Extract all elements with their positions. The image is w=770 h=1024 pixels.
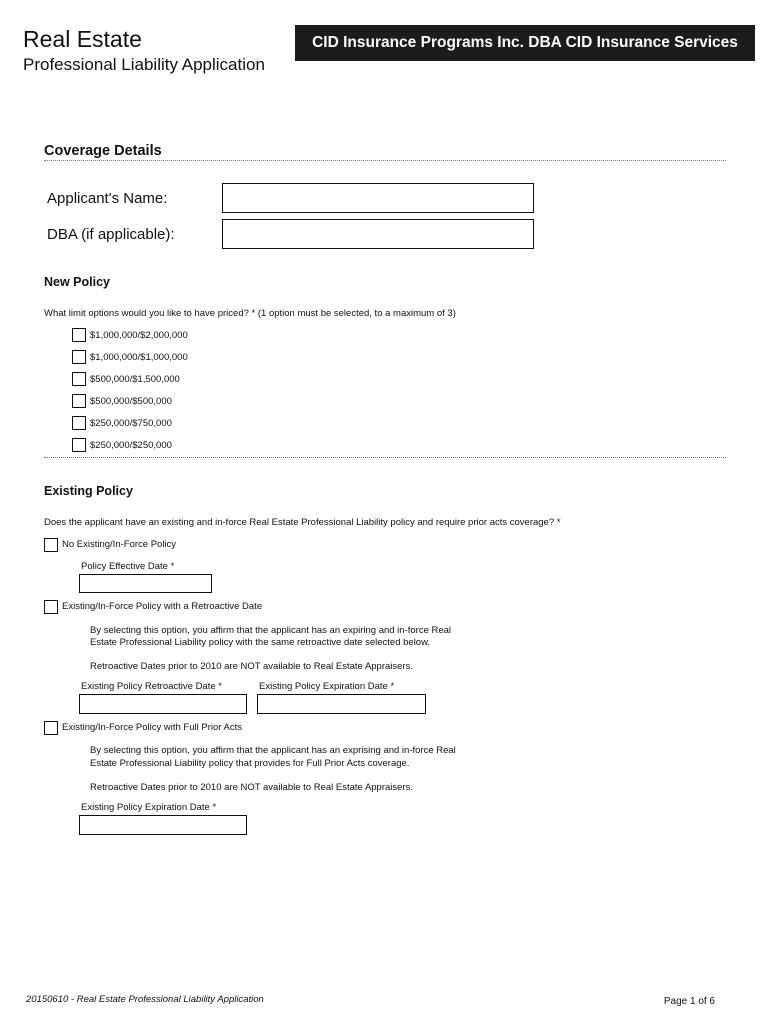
limit-option-checkbox[interactable]	[72, 438, 86, 452]
page-number: Page 1 of 6	[663, 996, 715, 1007]
limit-option-checkbox[interactable]	[72, 416, 86, 430]
retroactive-date-policy-label: Existing/In-Force Policy with a Retroactive Date	[62, 601, 263, 612]
policy-effective-date-label: Policy Effective Date *	[81, 561, 175, 572]
new-policy-heading: New Policy	[44, 275, 110, 289]
existing-expiration-date-label: Existing Policy Expiration Date *	[259, 681, 395, 692]
section-divider	[44, 457, 726, 458]
retroactive-date-label: Existing Policy Retroactive Date *	[81, 681, 222, 692]
appraiser-note: Retroactive Dates prior to 2010 are NOT available to Real Estate Appraisers.	[90, 661, 413, 672]
limit-option-label: $500,000/$500,000	[90, 396, 172, 407]
full-prior-acts-label: Existing/In-Force Policy with Full Prior Acts	[62, 722, 243, 733]
limit-options-question: What limit options would you like to have priced? * (1 option must be selected, to a maximum of 3)	[44, 308, 456, 319]
existing-expiration-date-input[interactable]	[257, 694, 426, 714]
full-prior-expiration-date-input[interactable]	[79, 815, 247, 835]
dba-field[interactable]	[222, 219, 534, 249]
applicant-name-field[interactable]	[222, 183, 534, 213]
limit-option-checkbox[interactable]	[72, 372, 86, 386]
coverage-details-heading: Coverage Details	[44, 143, 162, 159]
company-banner: CID Insurance Programs Inc. DBA CID Insurance Services	[295, 25, 755, 61]
policy-effective-date-input[interactable]	[79, 574, 212, 593]
retroactive-date-policy-checkbox[interactable]	[44, 600, 58, 614]
no-existing-policy-label: No Existing/In-Force Policy	[62, 539, 177, 550]
full-prior-expiration-date-label: Existing Policy Expiration Date *	[81, 802, 217, 813]
footer-document-id: 20150610 - Real Estate Professional Liability Application	[26, 994, 264, 1005]
retroactive-affirmation-line-2: Estate Professional Liability policy with the same retroactive date selected below.	[90, 637, 431, 648]
limit-option-checkbox[interactable]	[72, 350, 86, 364]
form-subtitle: Professional Liability Application	[23, 55, 265, 74]
form-title: Real Estate	[23, 26, 142, 52]
limit-option-label: $1,000,000/$1,000,000	[90, 352, 188, 363]
limit-option-label: $250,000/$750,000	[90, 418, 172, 429]
limit-option-checkbox[interactable]	[72, 394, 86, 408]
limit-option-label: $1,000,000/$2,000,000	[90, 330, 188, 341]
full-prior-affirmation-line-1: By selecting this option, you affirm that the applicant has an exprising and in-force Real	[90, 745, 456, 756]
section-divider	[44, 160, 726, 161]
full-prior-acts-checkbox[interactable]	[44, 721, 58, 735]
retroactive-affirmation-line-1: By selecting this option, you affirm that the applicant has an expiring and in-force Real	[90, 625, 452, 636]
existing-policy-question: Does the applicant have an existing and in-force Real Estate Professional Liability policy and require prior acts coverage? *	[44, 517, 561, 528]
limit-option-checkbox[interactable]	[72, 328, 86, 342]
limit-option-label: $500,000/$1,500,000	[90, 374, 180, 385]
full-prior-affirmation-line-2: Estate Professional Liability policy that provides for Full Prior Acts coverage.	[90, 758, 410, 769]
applicant-name-label: Applicant's Name:	[47, 190, 168, 207]
no-existing-policy-checkbox[interactable]	[44, 538, 58, 552]
existing-policy-heading: Existing Policy	[44, 484, 133, 498]
dba-label: DBA (if applicable):	[47, 226, 175, 243]
retroactive-date-input[interactable]	[79, 694, 247, 714]
limit-option-label: $250,000/$250,000	[90, 440, 172, 451]
appraiser-note: Retroactive Dates prior to 2010 are NOT available to Real Estate Appraisers.	[90, 782, 413, 793]
